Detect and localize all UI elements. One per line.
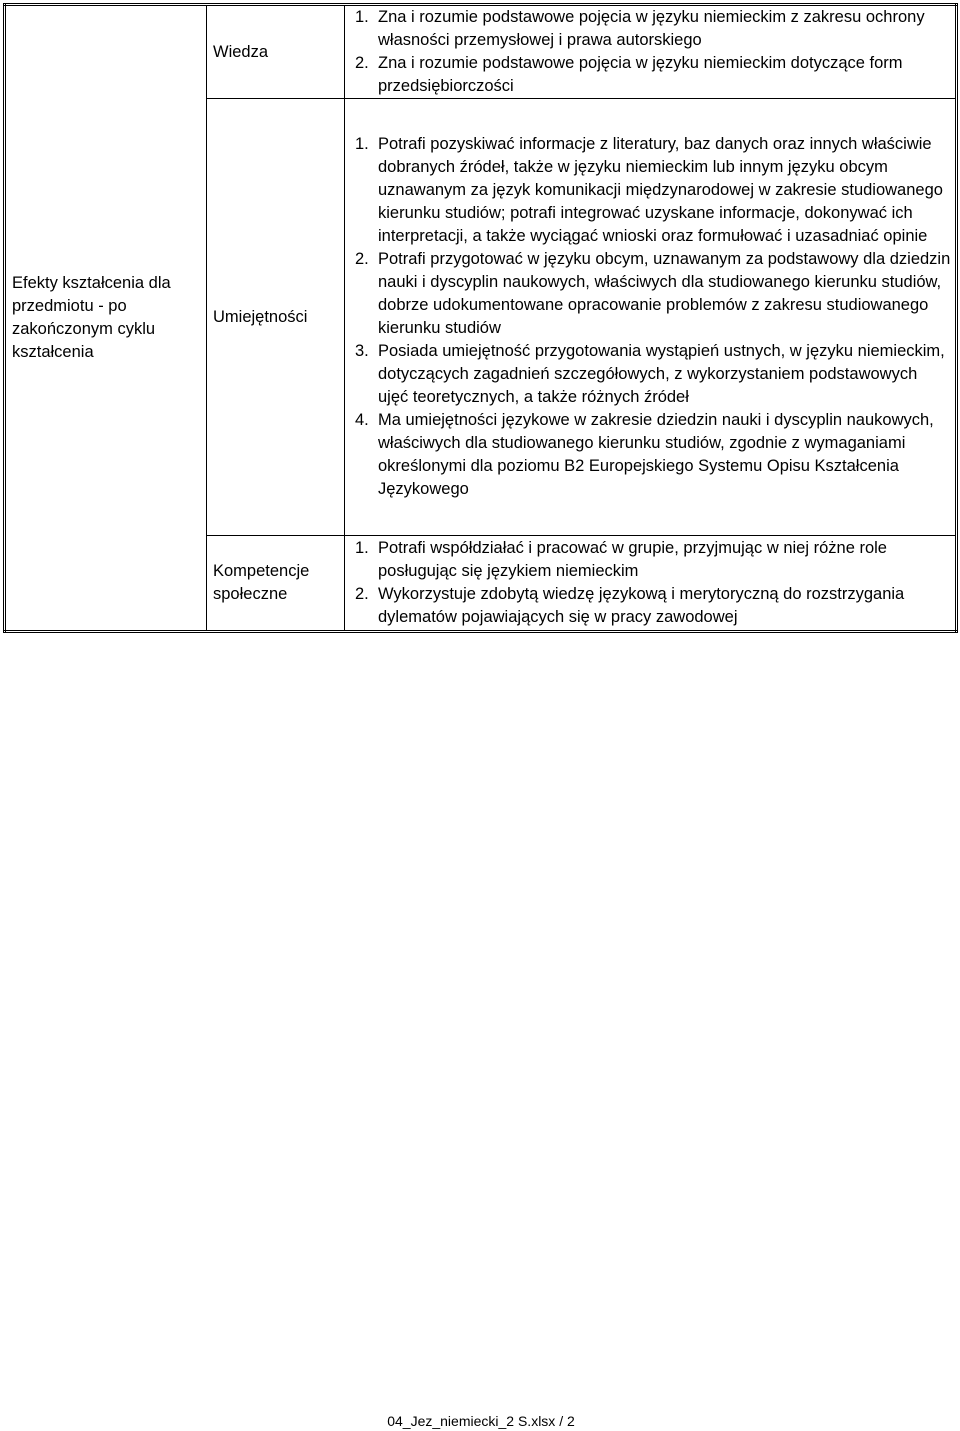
category-label-kompetencje: Kompetencje społeczne: [213, 562, 310, 603]
list-item: 1. Potrafi współdziałać i pracować w grupie, przyjmując w niej różne role posługując się językiem niemieckim: [355, 539, 887, 580]
items-list-umiejetnosci: [355, 133, 951, 501]
list-item: 2. Wykorzystuje zdobytą wiedzę językową i merytoryczną do rozstrzygania dylematów pojawiających się w pracy zawodowej: [355, 585, 905, 626]
footer-text: 04_Jez_niemiecki_2 S.xlsx / 2: [387, 1413, 575, 1429]
table-row-wiedza: [5, 5, 957, 99]
main-label: Efekty kształcenia dla przedmiotu - po zakończonym cyklu kształcenia: [12, 274, 171, 361]
items-list-wiedza: [355, 6, 951, 98]
page-footer: [0, 1412, 960, 1430]
category-cell-umiejetnosci: [207, 99, 345, 536]
category-label-wiedza: Wiedza: [213, 42, 269, 61]
learning-outcomes-table: [3, 3, 958, 633]
items-list-kompetencje: [355, 537, 951, 629]
category-cell-kompetencje: [207, 536, 345, 632]
list-item: 2. Zna i rozumie podstawowe pojęcia w języku niemieckim dotyczące form przedsiębiorczości: [355, 54, 903, 95]
main-label-cell: [5, 5, 207, 632]
category-cell-wiedza: [207, 5, 345, 99]
items-cell-kompetencje: [345, 536, 957, 632]
items-cell-umiejetnosci: [345, 99, 957, 536]
list-item: 3. Posiada umiejętność przygotowania wystąpień ustnych, w języku niemieckim, dotyczących zagadnień szczegółowych, z wykorzystaniem podstawowych ujęć teoretycznych, a także różnych źródeł: [355, 342, 945, 406]
list-item: 1. Potrafi pozyskiwać informacje z literatury, baz danych oraz innych właściwie dobranych źródeł, także w języku niemieckim lub innym języku obcym uznawanym za język komunikacji międzynarodowej w zakresie studiowanego kierunku studiów; potrafi integrować uzyskane informacje, dokonywać ich interpretacji, a także wyciągać wnioski oraz formułować i uzasadniać opinie: [355, 135, 943, 245]
list-item: 1. Zna i rozumie podstawowe pojęcia w języku niemieckim z zakresu ochrony własności przemysłowej i prawa autorskiego: [355, 8, 925, 49]
items-cell-wiedza: [345, 5, 957, 99]
category-label-umiejetnosci: Umiejętności: [213, 307, 308, 326]
list-item: 4. Ma umiejętności językowe w zakresie dziedzin nauki i dyscyplin naukowych, właściwych dla studiowanego kierunku studiów, zgodnie z wymaganiami określonymi dla poziomu B2 Europejskiego Systemu Opisu Kształcenia Językowego: [355, 411, 934, 498]
list-item: 2. Potrafi przygotować w języku obcym, uznawanym za podstawowy dla dziedzin nauki i dyscyplin naukowych, właściwych dla studiowanego kierunku studiów, dobrze udokumentowane opracowanie problemów z zakresu studiowanego kierunku studiów: [355, 250, 951, 337]
